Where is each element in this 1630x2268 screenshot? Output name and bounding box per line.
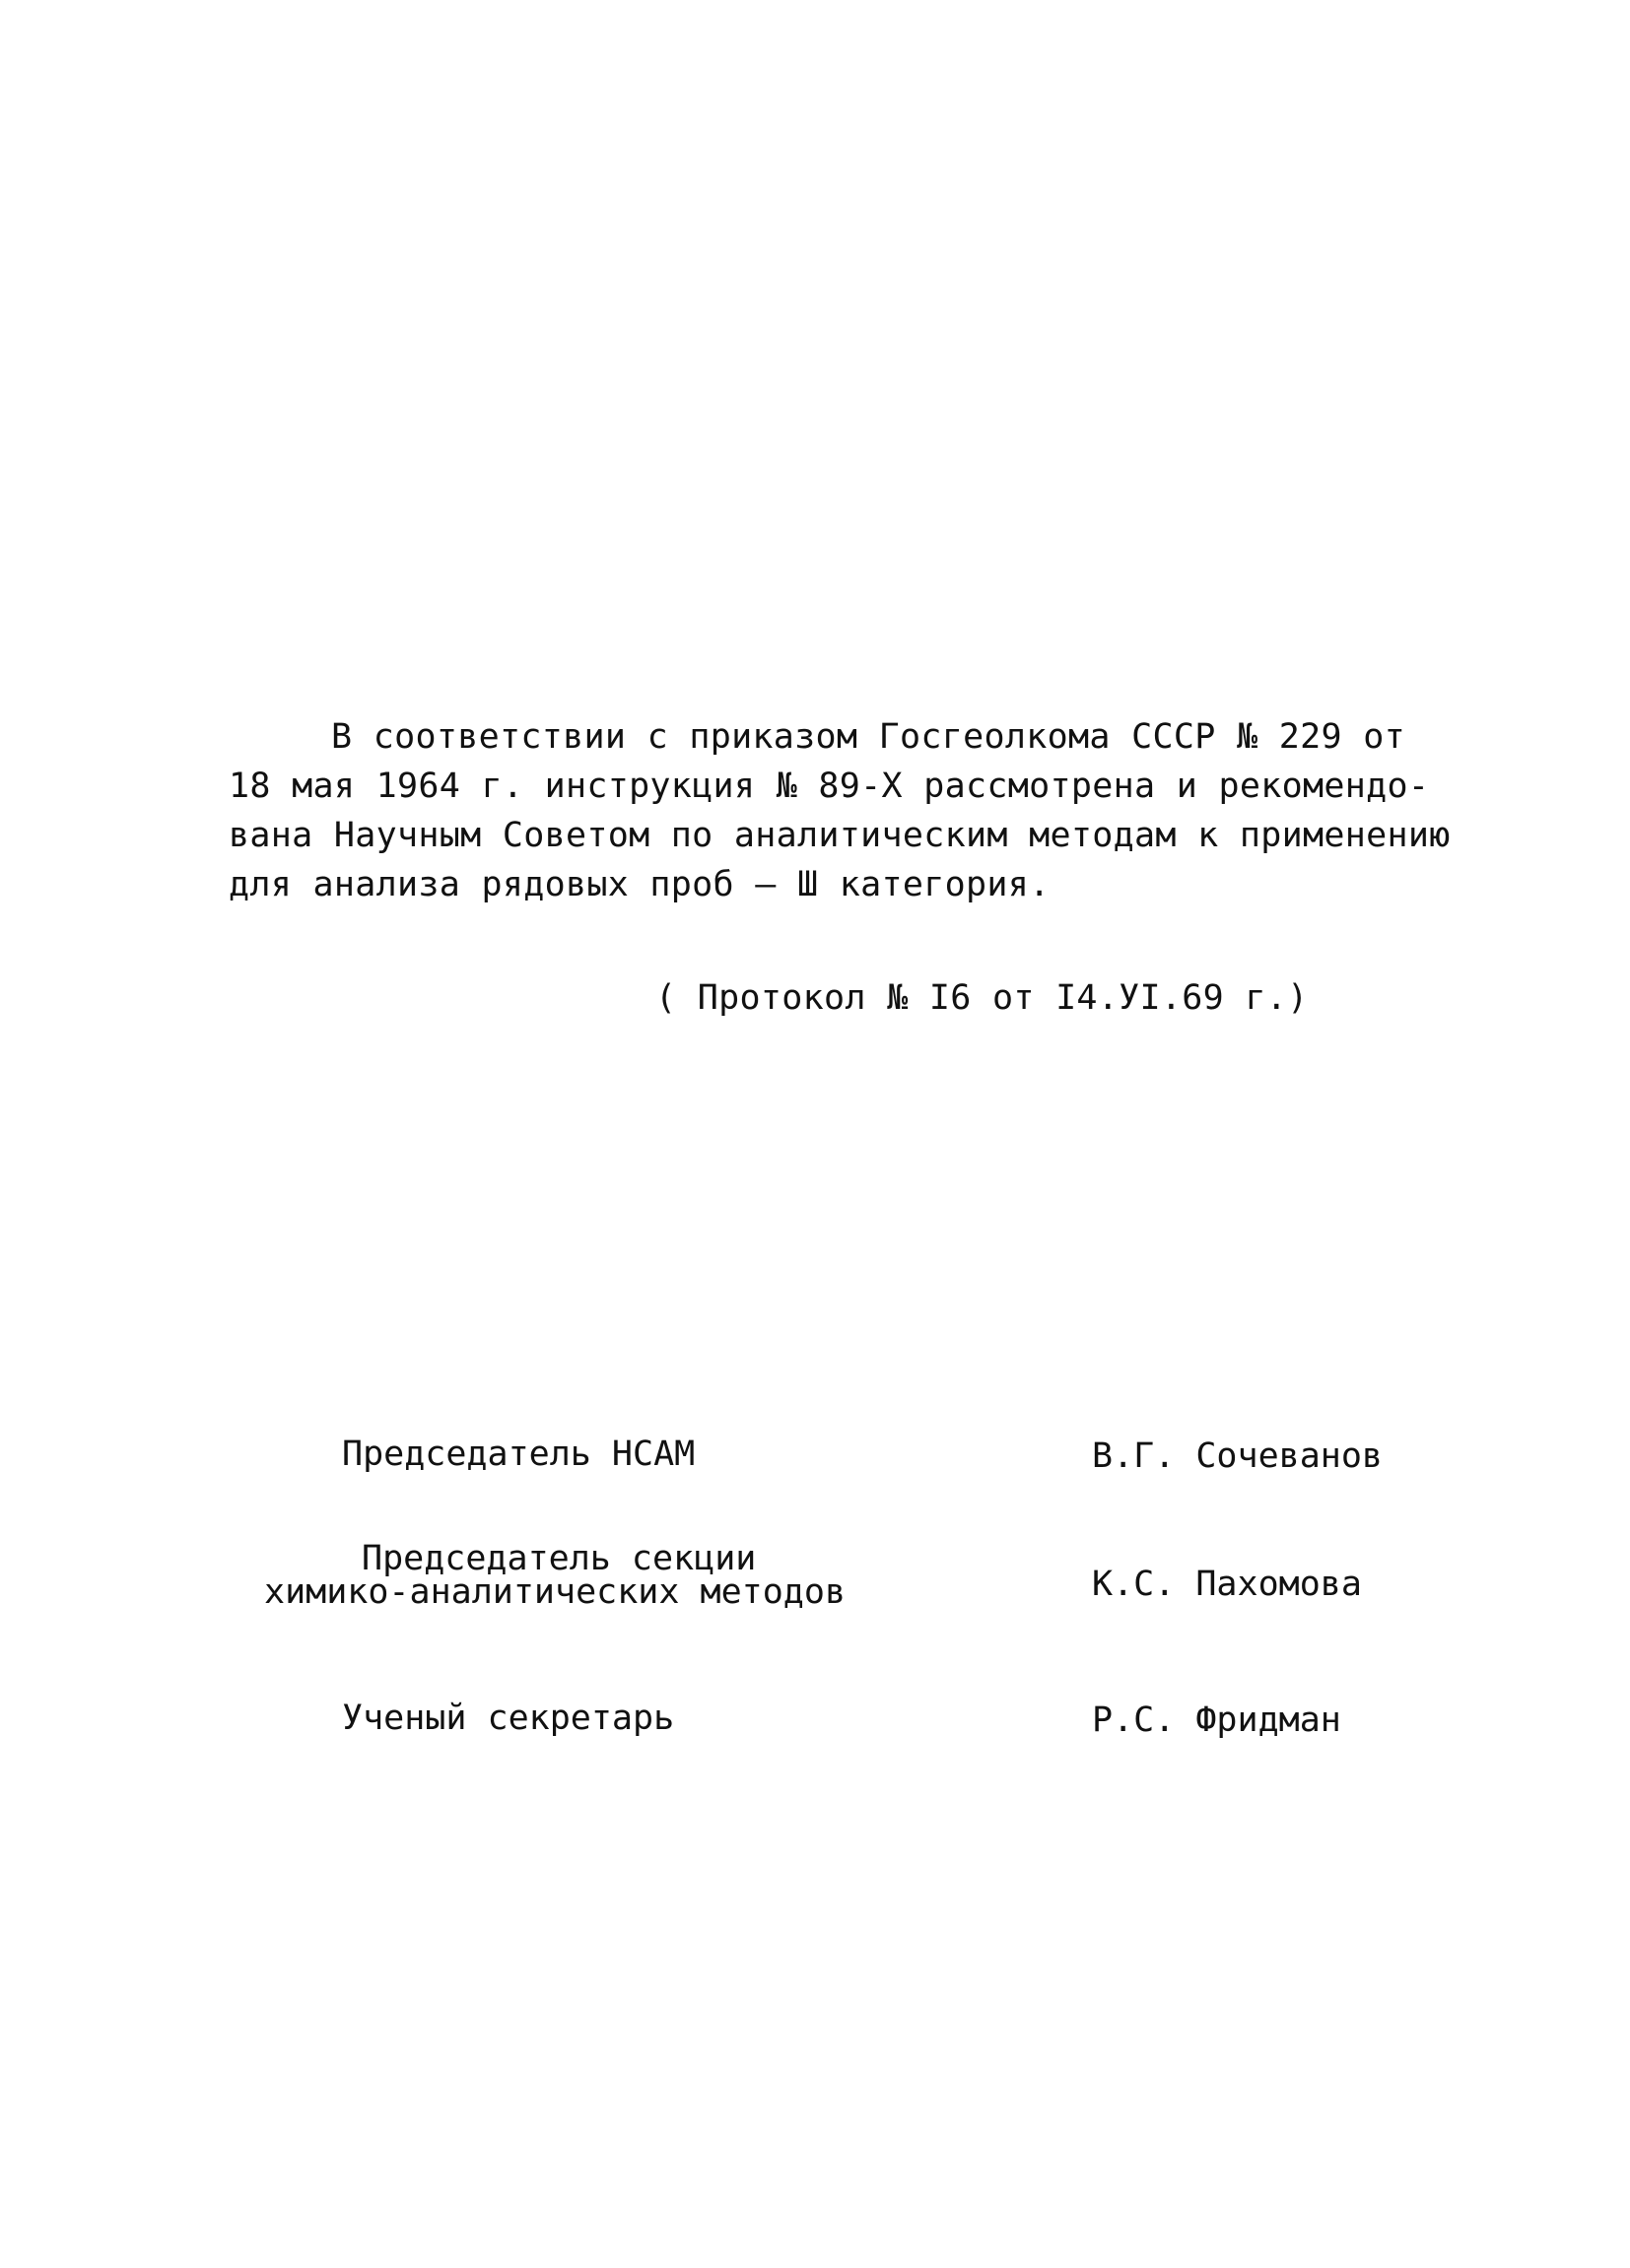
signatory-name-sochevanov: В.Г. Сочеванов [1092,1436,1384,1476]
signatory-name-pakhomova: К.С. Пахомова [1092,1565,1362,1604]
approval-text-line-4: для анализа рядовых проб – Ш категория. [229,865,1051,904]
signatory-title-secretary: Ученый секретарь [342,1699,675,1738]
protocol-reference: ( Протокол № I6 от I4.УI.69 г.) [655,978,1309,1018]
approval-text-line-3: вана Научным Советом по аналитическим методам к применению [229,816,1451,855]
signatory-title-chairman-nsam: Председатель НСАМ [342,1434,696,1474]
signatory-name-fridman: Р.С. Фридман [1092,1701,1341,1740]
approval-text-line-2: 18 мая 1964 г. инструкция № 89-Х рассмотрена и рекомендо- [229,767,1430,806]
approval-text-line-1: В соответствии с приказом Госгеолкома СССР № 229 от [331,717,1405,757]
signatory-title-section-chair-line-2: химико-аналитических методов [264,1572,847,1612]
signatory-title-section-chair-line-1: Председатель секции [362,1539,757,1578]
